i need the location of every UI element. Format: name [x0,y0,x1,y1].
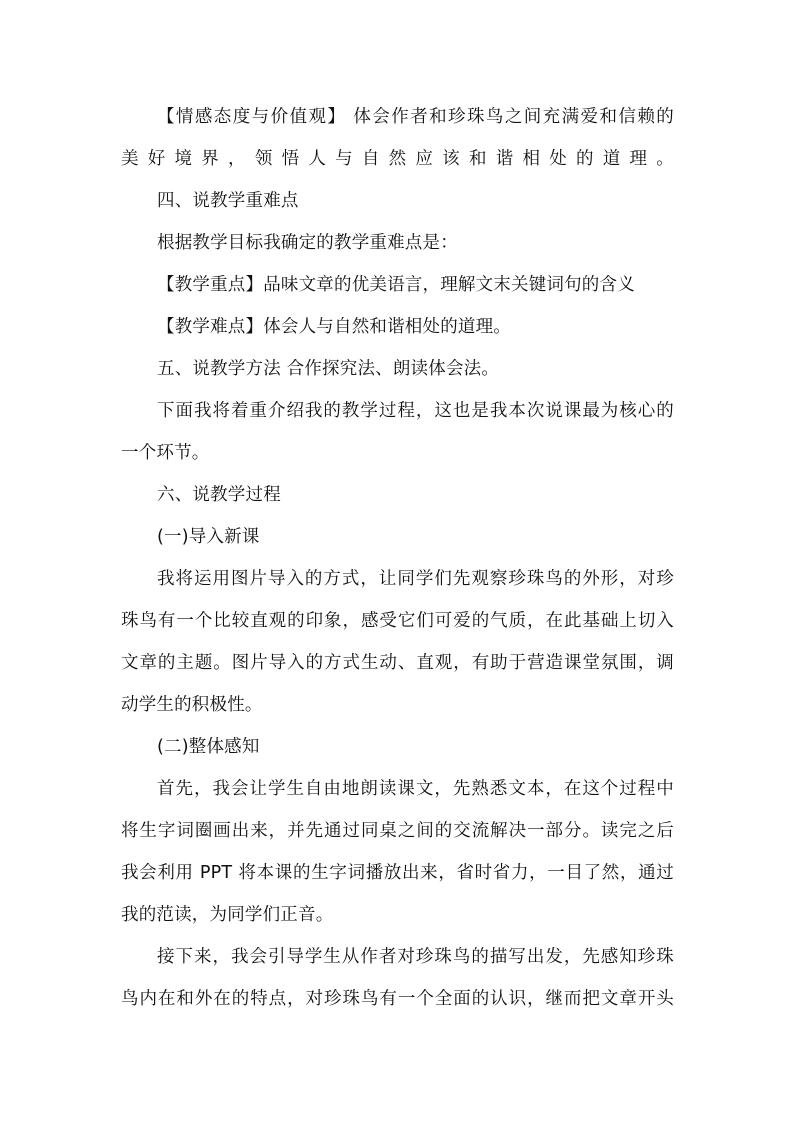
text-line-1: 【情感态度与价值观】 体会作者和珍珠鸟之间充满爱和信赖的 [157,107,674,127]
section-heading-4: 四、说教学重难点 [157,191,299,211]
text-line-8: 下面我将着重介绍我的教学过程，这也是我本次说课最为核心的 [157,401,674,421]
text-line-6: 【教学难点】体会人与自然和谐相处的道理。 [157,317,511,337]
text-line-12: 我将运用图片导入的方式，让同学们先观察珍珠鸟的外形，对珍 [157,569,674,589]
text-line-21: 接下来，我会引导学生从作者对珍珠鸟的描写出发，先感知珍珠 [157,947,674,967]
text-line-13: 珠鸟有一个比较直观的印象，感受它们可爱的气质，在此基础上切入 [121,611,674,631]
text-line-22: 鸟内在和外在的特点，对珍珠鸟有一个全面的认识，继而把文章开头 [121,989,674,1009]
subsection-heading-1: (一)导入新课 [157,527,260,547]
section-heading-5: 五、说教学方法 合作探究法、朗读体会法。 [157,359,500,379]
section-heading-6: 六、说教学过程 [157,485,281,505]
text-line-5: 【教学重点】品味文章的优美语言，理解文末关键词句的含义 [157,275,635,295]
text-line-17: 首先，我会让学生自由地朗读课文，先熟悉文本，在这个过程中 [157,779,674,799]
text-line-9: 一个环节。 [121,443,210,463]
text-line-15: 动学生的积极性。 [121,695,263,715]
text-line-19: 我会利用 PPT 将本课的生字词播放出来，省时省力，一目了然，通过 [121,863,674,883]
text-line-4: 根据教学目标我确定的教学重难点是： [157,233,458,253]
text-line-18: 将生字词圈画出来，并先通过同桌之间的交流解决一部分。读完之后 [121,821,674,841]
text-line-2: 美好境界，领悟人与自然应该和谐相处的道理。 [121,149,674,169]
subsection-heading-2: (二)整体感知 [157,737,260,757]
text-line-14: 文章的主题。图片导入的方式生动、直观，有助于营造课堂氛围，调 [121,653,674,673]
text-line-20: 我的范读，为同学们正音。 [121,905,334,925]
